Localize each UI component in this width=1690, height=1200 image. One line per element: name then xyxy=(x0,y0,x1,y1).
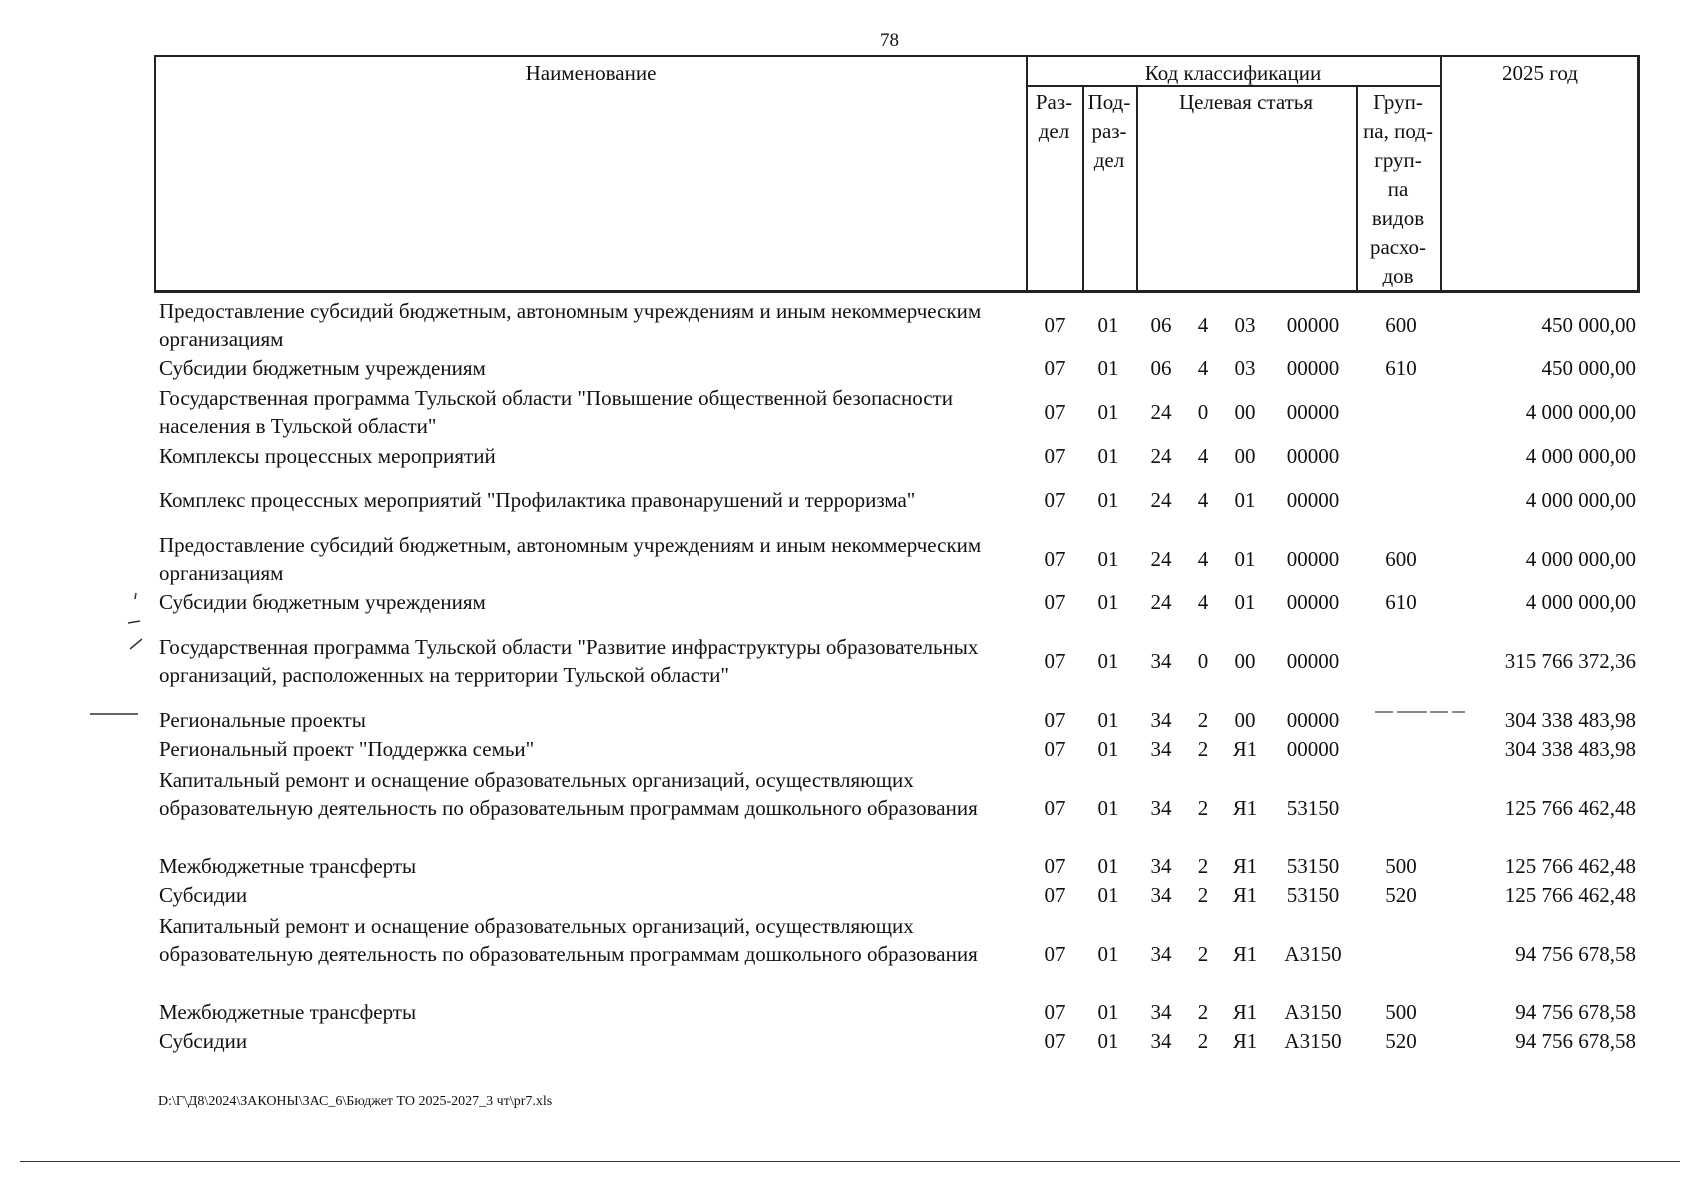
row-grp: 600 xyxy=(1385,547,1417,571)
row-t2: 2 xyxy=(1197,1029,1209,1053)
row-sec: 07 xyxy=(1044,883,1066,907)
page-number: 78 xyxy=(880,30,899,51)
row-val: 4 000 000,00 xyxy=(1525,590,1636,614)
row-t2: 2 xyxy=(1197,1000,1209,1024)
row-val: 304 338 483,98 xyxy=(1504,737,1636,761)
row-t1: 24 xyxy=(1150,400,1172,424)
row-t1: 34 xyxy=(1150,1000,1172,1024)
row-val: 450 000,00 xyxy=(1541,313,1636,337)
row-name: Комплексы процессных мероприятий xyxy=(159,444,496,468)
row-t2: 4 xyxy=(1197,444,1209,468)
row-t2: 2 xyxy=(1197,854,1209,878)
header-divider xyxy=(1440,57,1442,290)
row-sec: 07 xyxy=(1044,488,1066,512)
row-t3: Я1 xyxy=(1232,883,1258,907)
row-sec: 07 xyxy=(1044,313,1066,337)
row-sub: 01 xyxy=(1097,883,1119,907)
row-sub: 01 xyxy=(1097,356,1119,380)
row-t4: 53150 xyxy=(1286,883,1340,907)
row-t4: 00000 xyxy=(1286,737,1340,761)
scan-tick-marks xyxy=(120,585,150,655)
row-t1: 24 xyxy=(1150,590,1172,614)
row-t4: А3150 xyxy=(1284,1000,1342,1024)
row-val: 125 766 462,48 xyxy=(1504,883,1636,907)
row-t1: 34 xyxy=(1150,796,1172,820)
row-sec: 07 xyxy=(1044,1000,1066,1024)
row-t3: 01 xyxy=(1234,590,1256,614)
row-t2: 4 xyxy=(1197,590,1209,614)
row-name: Субсидии бюджетным учреждениям xyxy=(159,356,486,380)
row-t4: А3150 xyxy=(1284,942,1342,966)
row-t1: 34 xyxy=(1150,883,1172,907)
row-t4: 00000 xyxy=(1286,590,1340,614)
row-sub: 01 xyxy=(1097,313,1119,337)
row-t2: 2 xyxy=(1197,737,1209,761)
row-val: 450 000,00 xyxy=(1541,356,1636,380)
row-grp: 610 xyxy=(1385,590,1417,614)
row-sub: 01 xyxy=(1097,796,1119,820)
row-grp: 500 xyxy=(1385,854,1417,878)
row-val: 4 000 000,00 xyxy=(1525,488,1636,512)
row-t1: 34 xyxy=(1150,942,1172,966)
row-sub: 01 xyxy=(1097,708,1119,732)
row-sub: 01 xyxy=(1097,1000,1119,1024)
row-val: 125 766 462,48 xyxy=(1504,854,1636,878)
row-name: Государственная программа Тульской области "Повышение общественной безопасности населения в Тульской области" xyxy=(159,386,953,438)
row-val: 304 338 483,98 xyxy=(1504,708,1636,732)
row-sub: 01 xyxy=(1097,488,1119,512)
row-t2: 0 xyxy=(1197,400,1209,424)
row-sec: 07 xyxy=(1044,547,1066,571)
row-t3: 01 xyxy=(1234,547,1256,571)
row-name: Региональный проект "Поддержка семьи" xyxy=(159,737,535,761)
row-name: Субсидии xyxy=(159,1029,248,1053)
row-sec: 07 xyxy=(1044,444,1066,468)
row-t2: 2 xyxy=(1197,942,1209,966)
row-t4: 53150 xyxy=(1286,854,1340,878)
row-val: 4 000 000,00 xyxy=(1525,547,1636,571)
row-sec: 07 xyxy=(1044,356,1066,380)
row-sub: 01 xyxy=(1097,444,1119,468)
row-sec: 07 xyxy=(1044,854,1066,878)
row-sec: 07 xyxy=(1044,942,1066,966)
row-sec: 07 xyxy=(1044,1029,1066,1053)
row-t4: 00000 xyxy=(1286,708,1340,732)
row-name: Капитальный ремонт и оснащение образовательных организаций, осуществляющих образовательную деятельность по образовательным программам дошкольного образования xyxy=(159,768,978,820)
row-val: 4 000 000,00 xyxy=(1525,400,1636,424)
row-sec: 07 xyxy=(1044,400,1066,424)
row-t1: 06 xyxy=(1150,313,1172,337)
table-header xyxy=(154,55,1640,293)
row-sub: 01 xyxy=(1097,1029,1119,1053)
row-name: Межбюджетные трансферты xyxy=(159,854,417,878)
row-t1: 24 xyxy=(1150,547,1172,571)
header-classification: Код классификации xyxy=(1144,61,1322,85)
row-t1: 24 xyxy=(1150,444,1172,468)
row-t3: 00 xyxy=(1234,400,1256,424)
row-t3: 03 xyxy=(1234,313,1256,337)
row-t3: 00 xyxy=(1234,649,1256,673)
header-name: Наименование xyxy=(525,61,657,85)
header-target: Целевая статья xyxy=(1178,90,1314,114)
row-val: 125 766 462,48 xyxy=(1504,796,1636,820)
header-group: Груп- па, под- груп- па видов расхо- дов xyxy=(1363,90,1433,288)
row-sec: 07 xyxy=(1044,708,1066,732)
file-path: D:\Г\Д8\2024\ЗАКОНЫ\ЗАС_6\Бюджет ТО 2025-2027_3 чт\pr7.xls xyxy=(158,1094,553,1109)
bottom-rule xyxy=(20,1161,1680,1162)
row-t3: 03 xyxy=(1234,356,1256,380)
row-name: Субсидии xyxy=(159,883,248,907)
row-t1: 06 xyxy=(1150,356,1172,380)
row-grp: 520 xyxy=(1385,1029,1417,1053)
row-val: 94 756 678,58 xyxy=(1515,1029,1636,1053)
row-sec: 07 xyxy=(1044,737,1066,761)
row-grp: 500 xyxy=(1385,1000,1417,1024)
row-sub: 01 xyxy=(1097,590,1119,614)
row-t4: 00000 xyxy=(1286,488,1340,512)
row-t2: 2 xyxy=(1197,796,1209,820)
header-year: 2025 год xyxy=(1502,61,1578,85)
row-t3: 00 xyxy=(1234,708,1256,732)
row-t3: Я1 xyxy=(1232,1029,1258,1053)
row-name: Предоставление субсидий бюджетным, автономным учреждениям и иным некоммерческим организациям xyxy=(159,299,982,351)
row-name: Комплекс процессных мероприятий "Профилактика правонарушений и терроризма" xyxy=(159,488,916,512)
row-t4: 00000 xyxy=(1286,547,1340,571)
row-t1: 34 xyxy=(1150,854,1172,878)
row-t3: Я1 xyxy=(1232,737,1258,761)
row-t2: 4 xyxy=(1197,356,1209,380)
row-grp: 600 xyxy=(1385,313,1417,337)
row-t4: 00000 xyxy=(1286,649,1340,673)
row-grp: 520 xyxy=(1385,883,1417,907)
row-sub: 01 xyxy=(1097,854,1119,878)
row-name: Капитальный ремонт и оснащение образовательных организаций, осуществляющих образовательную деятельность по образовательным программам дошкольного образования xyxy=(159,914,978,966)
row-t4: А3150 xyxy=(1284,1029,1342,1053)
row-sec: 07 xyxy=(1044,796,1066,820)
row-name: Государственная программа Тульской области "Развитие инфраструктуры образовательных организаций, расположенных на территории Тульской области" xyxy=(159,635,979,687)
row-t3: Я1 xyxy=(1232,1000,1258,1024)
row-sec: 07 xyxy=(1044,590,1066,614)
row-t4: 00000 xyxy=(1286,356,1340,380)
row-name: Субсидии бюджетным учреждениям xyxy=(159,590,486,614)
row-sub: 01 xyxy=(1097,547,1119,571)
row-t1: 24 xyxy=(1150,488,1172,512)
row-val: 94 756 678,58 xyxy=(1515,942,1636,966)
header-section: Раз- дел xyxy=(1035,90,1073,143)
row-sub: 01 xyxy=(1097,942,1119,966)
row-t4: 00000 xyxy=(1286,313,1340,337)
row-val: 94 756 678,58 xyxy=(1515,1000,1636,1024)
row-name: Межбюджетные трансферты xyxy=(159,1000,417,1024)
row-t1: 34 xyxy=(1150,708,1172,732)
row-t2: 2 xyxy=(1197,708,1209,732)
scan-dash-line xyxy=(80,700,1480,720)
row-sec: 07 xyxy=(1044,649,1066,673)
row-name: Региональные проекты xyxy=(159,708,366,732)
row-sub: 01 xyxy=(1097,400,1119,424)
row-t3: 01 xyxy=(1234,488,1256,512)
row-t2: 4 xyxy=(1197,547,1209,571)
row-sub: 01 xyxy=(1097,737,1119,761)
row-name: Предоставление субсидий бюджетным, автономным учреждениям и иным некоммерческим организациям xyxy=(159,533,982,585)
row-t1: 34 xyxy=(1150,1029,1172,1053)
row-t3: Я1 xyxy=(1232,942,1258,966)
row-t1: 34 xyxy=(1150,649,1172,673)
row-t4: 00000 xyxy=(1286,444,1340,468)
row-grp: 610 xyxy=(1385,356,1417,380)
row-t3: Я1 xyxy=(1232,796,1258,820)
row-sub: 01 xyxy=(1097,649,1119,673)
row-t3: Я1 xyxy=(1232,854,1258,878)
row-val: 4 000 000,00 xyxy=(1525,444,1636,468)
row-t2: 2 xyxy=(1197,883,1209,907)
row-t3: 00 xyxy=(1234,444,1256,468)
row-val: 315 766 372,36 xyxy=(1504,649,1636,673)
header-subsection: Под- раз- дел xyxy=(1087,90,1131,172)
row-t2: 0 xyxy=(1197,649,1209,673)
row-t1: 34 xyxy=(1150,737,1172,761)
row-t4: 00000 xyxy=(1286,400,1340,424)
row-t4: 53150 xyxy=(1286,796,1340,820)
row-t2: 4 xyxy=(1197,488,1209,512)
row-t2: 4 xyxy=(1197,313,1209,337)
